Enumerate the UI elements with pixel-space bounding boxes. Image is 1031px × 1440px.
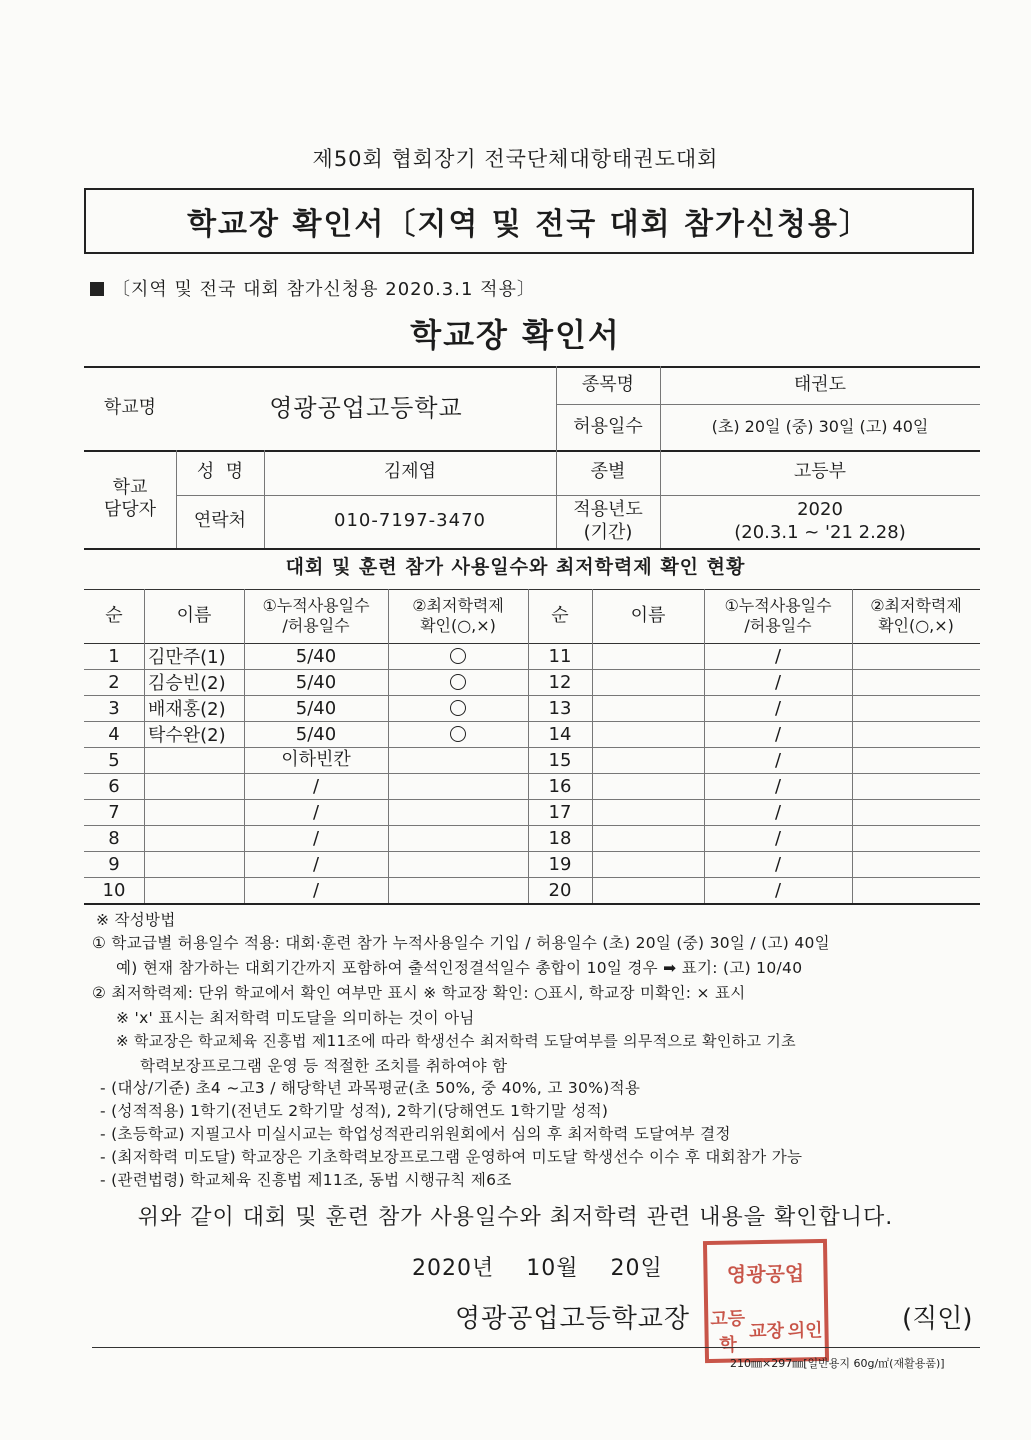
row-days: / xyxy=(312,853,320,875)
sport-value: 태권도 xyxy=(793,373,847,395)
circle-check-icon xyxy=(450,726,466,742)
col-header-name: 이름 xyxy=(630,604,666,626)
row-days: / xyxy=(774,827,782,849)
row-days: / xyxy=(312,879,320,901)
column-divider xyxy=(244,589,245,903)
manager-label-line1: 학교 xyxy=(112,476,148,498)
method-line: 학력보장프로그램 운영 등 적절한 조치를 취하여야 함 xyxy=(140,1057,508,1075)
row-days: / xyxy=(774,853,782,875)
row-no: 11 xyxy=(548,645,572,667)
row-days: 5/40 xyxy=(295,671,337,693)
manager-label xyxy=(84,450,176,548)
circle-check-icon xyxy=(450,648,466,664)
seal-char: 고등학 xyxy=(710,1307,746,1356)
col-header-days-line2: /허용일수 xyxy=(282,616,350,635)
method-line: - (관련법령) 학교체육 진흥법 제11조, 동법 시행규칙 제6조 xyxy=(100,1171,512,1189)
column-divider xyxy=(388,589,389,903)
row-days: / xyxy=(312,827,320,849)
blank-note: 이하빈칸 xyxy=(281,748,351,770)
row-days: / xyxy=(774,723,782,745)
row-days: / xyxy=(774,697,782,719)
row-no: 12 xyxy=(548,671,572,693)
row-days: / xyxy=(312,775,320,797)
date-month: 10월 xyxy=(526,1256,579,1281)
col-header-name: 이름 xyxy=(176,604,212,626)
row-days: / xyxy=(774,801,782,823)
seal-char: 영광공업 xyxy=(726,1261,805,1287)
row-days: / xyxy=(774,671,782,693)
row-no: 4 xyxy=(108,723,120,745)
row-name xyxy=(148,799,248,825)
row-name xyxy=(148,773,248,799)
column-divider xyxy=(852,589,853,903)
row-days: 5/40 xyxy=(295,723,337,745)
method-line: ※ 'x' 표시는 최저학력 미도달을 의미하는 것이 아님 xyxy=(116,1009,475,1027)
row-days: 5/40 xyxy=(295,697,337,719)
method-line: ② 최저학력제: 단위 학교에서 확인 여부만 표시 ※ 학교장 확인: ○표시, 학교장 미확인: × 표시 xyxy=(92,984,746,1002)
row-no: 6 xyxy=(108,775,120,797)
sub-note xyxy=(90,275,536,301)
col-header-check-line1: ②최저학력제 xyxy=(412,596,504,615)
row-check xyxy=(388,643,528,669)
footer-rule xyxy=(92,1347,980,1348)
method-line: - (성적적용) 1학기(전년도 2학기말 성적), 2학기(당해연도 1학기말 성적) xyxy=(100,1102,609,1120)
row-no: 16 xyxy=(548,775,572,797)
row-no: 8 xyxy=(108,827,120,849)
col-header-no: 순 xyxy=(551,604,569,626)
period-label xyxy=(556,495,660,548)
period-range: (20.3.1 ~ '21 2.28) xyxy=(734,521,906,543)
official-seal-icon xyxy=(703,1239,829,1363)
row-no: 17 xyxy=(548,801,572,823)
row-name: 탁수완(2) xyxy=(148,725,226,746)
row-name: 배재홍(2) xyxy=(148,699,226,720)
circle-check-icon xyxy=(450,700,466,716)
row-no: 2 xyxy=(108,671,120,693)
row-name xyxy=(592,747,704,773)
row-name xyxy=(592,669,704,695)
school-name: 영광공업고등학교 xyxy=(269,394,463,422)
row-check xyxy=(388,669,528,695)
col-header-check-line1: ②최저학력제 xyxy=(870,596,962,615)
row-check xyxy=(388,721,528,747)
period-label-line1: 적용년도 xyxy=(573,499,643,520)
row-name xyxy=(592,773,704,799)
boxed-title: 학교장 확인서〔지역 및 전국 대회 참가신청용〕 xyxy=(84,188,974,254)
sub-note-text: 〔지역 및 전국 대회 참가신청용 2020.3.1 적용〕 xyxy=(112,279,536,300)
info-divider xyxy=(84,548,980,550)
manager-label-line2: 담당자 xyxy=(103,499,157,520)
contact-value: 010-7197-3470 xyxy=(334,510,486,532)
seal-label: (직인) xyxy=(902,1304,973,1334)
method-line: - (최저학력 미도달) 학교장은 기초학력보장프로그램 운영하여 미도달 학생선수 이수 후 대회참가 가능 xyxy=(100,1148,803,1166)
col-header-check-line2: 확인(○,×) xyxy=(878,616,954,635)
row-name xyxy=(148,747,248,773)
date-line xyxy=(412,1251,663,1282)
name-label: 성 명 xyxy=(196,461,244,483)
row-days: 5/40 xyxy=(295,645,337,667)
col-header-check xyxy=(852,589,980,643)
period-value xyxy=(660,495,980,548)
row-name xyxy=(592,695,704,721)
seal-char: 의인 xyxy=(787,1319,823,1342)
period-year: 2020 xyxy=(797,499,843,520)
method-line: ① 학교급별 허용일수 적용: 대회·훈련 참가 누적사용일수 기입 / 허용일수 (초) 20일 (중) 30일 / (고) 40일 xyxy=(92,934,830,952)
row-no: 9 xyxy=(108,853,120,875)
method-line: - (대상/기준) 초4 ~고3 / 해당학년 과목평균(초 50%, 중 40%, 고 30%)적용 xyxy=(100,1079,641,1097)
category-label: 종별 xyxy=(590,461,626,483)
row-days: / xyxy=(774,879,782,901)
seal-char: 교장 xyxy=(748,1320,785,1342)
col-header-days-line2: /허용일수 xyxy=(744,616,812,635)
row-no: 19 xyxy=(548,853,572,875)
main-title: 학교장 확인서 xyxy=(410,316,621,354)
row-name xyxy=(148,825,248,851)
circle-check-icon xyxy=(450,674,466,690)
row-name xyxy=(592,877,704,903)
row-no: 18 xyxy=(548,827,572,849)
row-name xyxy=(592,721,704,747)
column-divider xyxy=(528,589,529,903)
row-name: 김승빈(2) xyxy=(148,673,226,694)
allowed-days-value: (초) 20일 (중) 30일 (고) 40일 xyxy=(711,417,929,436)
row-name xyxy=(148,851,248,877)
row-days: / xyxy=(774,749,782,771)
row-days: / xyxy=(312,801,320,823)
row-name xyxy=(592,825,704,851)
square-bullet-icon xyxy=(90,282,104,296)
method-line: 예) 현재 참가하는 대회기간까지 포함하여 출석인정결석일수 총합이 10일 경우 ➡ 표기: (고) 10/40 xyxy=(116,959,803,977)
event-title: 제50회 협회장기 전국단체대항태권도대회 xyxy=(312,147,719,171)
col-header-no: 순 xyxy=(105,604,123,626)
row-no: 7 xyxy=(108,801,120,823)
category-value: 고등부 xyxy=(793,461,847,483)
row-no: 1 xyxy=(108,645,120,667)
row-no: 14 xyxy=(548,723,572,745)
contact-label: 연락처 xyxy=(193,510,247,532)
method-heading: ※ 작성방법 xyxy=(96,911,176,929)
sport-label: 종목명 xyxy=(581,373,635,395)
row-no: 3 xyxy=(108,697,120,719)
col-header-days-line1: ①누적사용일수 xyxy=(724,596,832,615)
col-header-check xyxy=(388,589,528,643)
paper-spec-footer: 210㎜×297㎜[일반용지 60g/㎡(재활용품)] xyxy=(730,1357,945,1370)
column-divider xyxy=(704,589,705,903)
row-no: 13 xyxy=(548,697,572,719)
row-days: / xyxy=(774,775,782,797)
row-no: 20 xyxy=(548,879,572,901)
column-divider xyxy=(592,589,593,903)
allowed-days-label: 허용일수 xyxy=(573,415,643,437)
section-title: 대회 및 훈련 참가 사용일수와 최저학력제 확인 현황 xyxy=(285,556,746,578)
col-header-days-line1: ①누적사용일수 xyxy=(262,596,370,615)
confirm-text: 위와 같이 대회 및 훈련 참가 사용일수와 최저학력 관련 내용을 확인합니다. xyxy=(137,1205,894,1230)
row-name xyxy=(148,877,248,903)
col-header-check-line2: 확인(○,×) xyxy=(420,616,496,635)
manager-name: 김제엽 xyxy=(383,461,437,483)
status-table-bottom xyxy=(84,903,980,905)
row-name: 김만주(1) xyxy=(148,647,226,668)
principal-signature-line: 영광공업고등학교장 xyxy=(455,1304,691,1334)
row-check xyxy=(388,695,528,721)
row-no: 10 xyxy=(102,879,126,901)
row-no: 5 xyxy=(108,749,120,771)
row-name xyxy=(592,851,704,877)
row-no: 15 xyxy=(548,749,572,771)
row-name xyxy=(592,643,704,669)
row-days: / xyxy=(774,645,782,667)
period-label-line2: (기간) xyxy=(583,521,633,543)
col-header-days xyxy=(704,589,852,643)
column-divider xyxy=(144,589,145,903)
row-name xyxy=(592,799,704,825)
date-day: 20일 xyxy=(610,1256,663,1281)
col-header-days xyxy=(244,589,388,643)
method-line: ※ 학교장은 학교체육 진흥법 제11조에 따라 학생선수 최저학력 도달여부를 의무적으로 확인하고 기초 xyxy=(116,1032,796,1050)
school-label: 학교명 xyxy=(103,396,157,418)
date-year: 2020년 xyxy=(412,1256,495,1281)
method-line: - (초등학교) 지필고사 미실시교는 학업성적관리위원회에서 심의 후 최저학력 도달여부 결정 xyxy=(100,1125,731,1143)
